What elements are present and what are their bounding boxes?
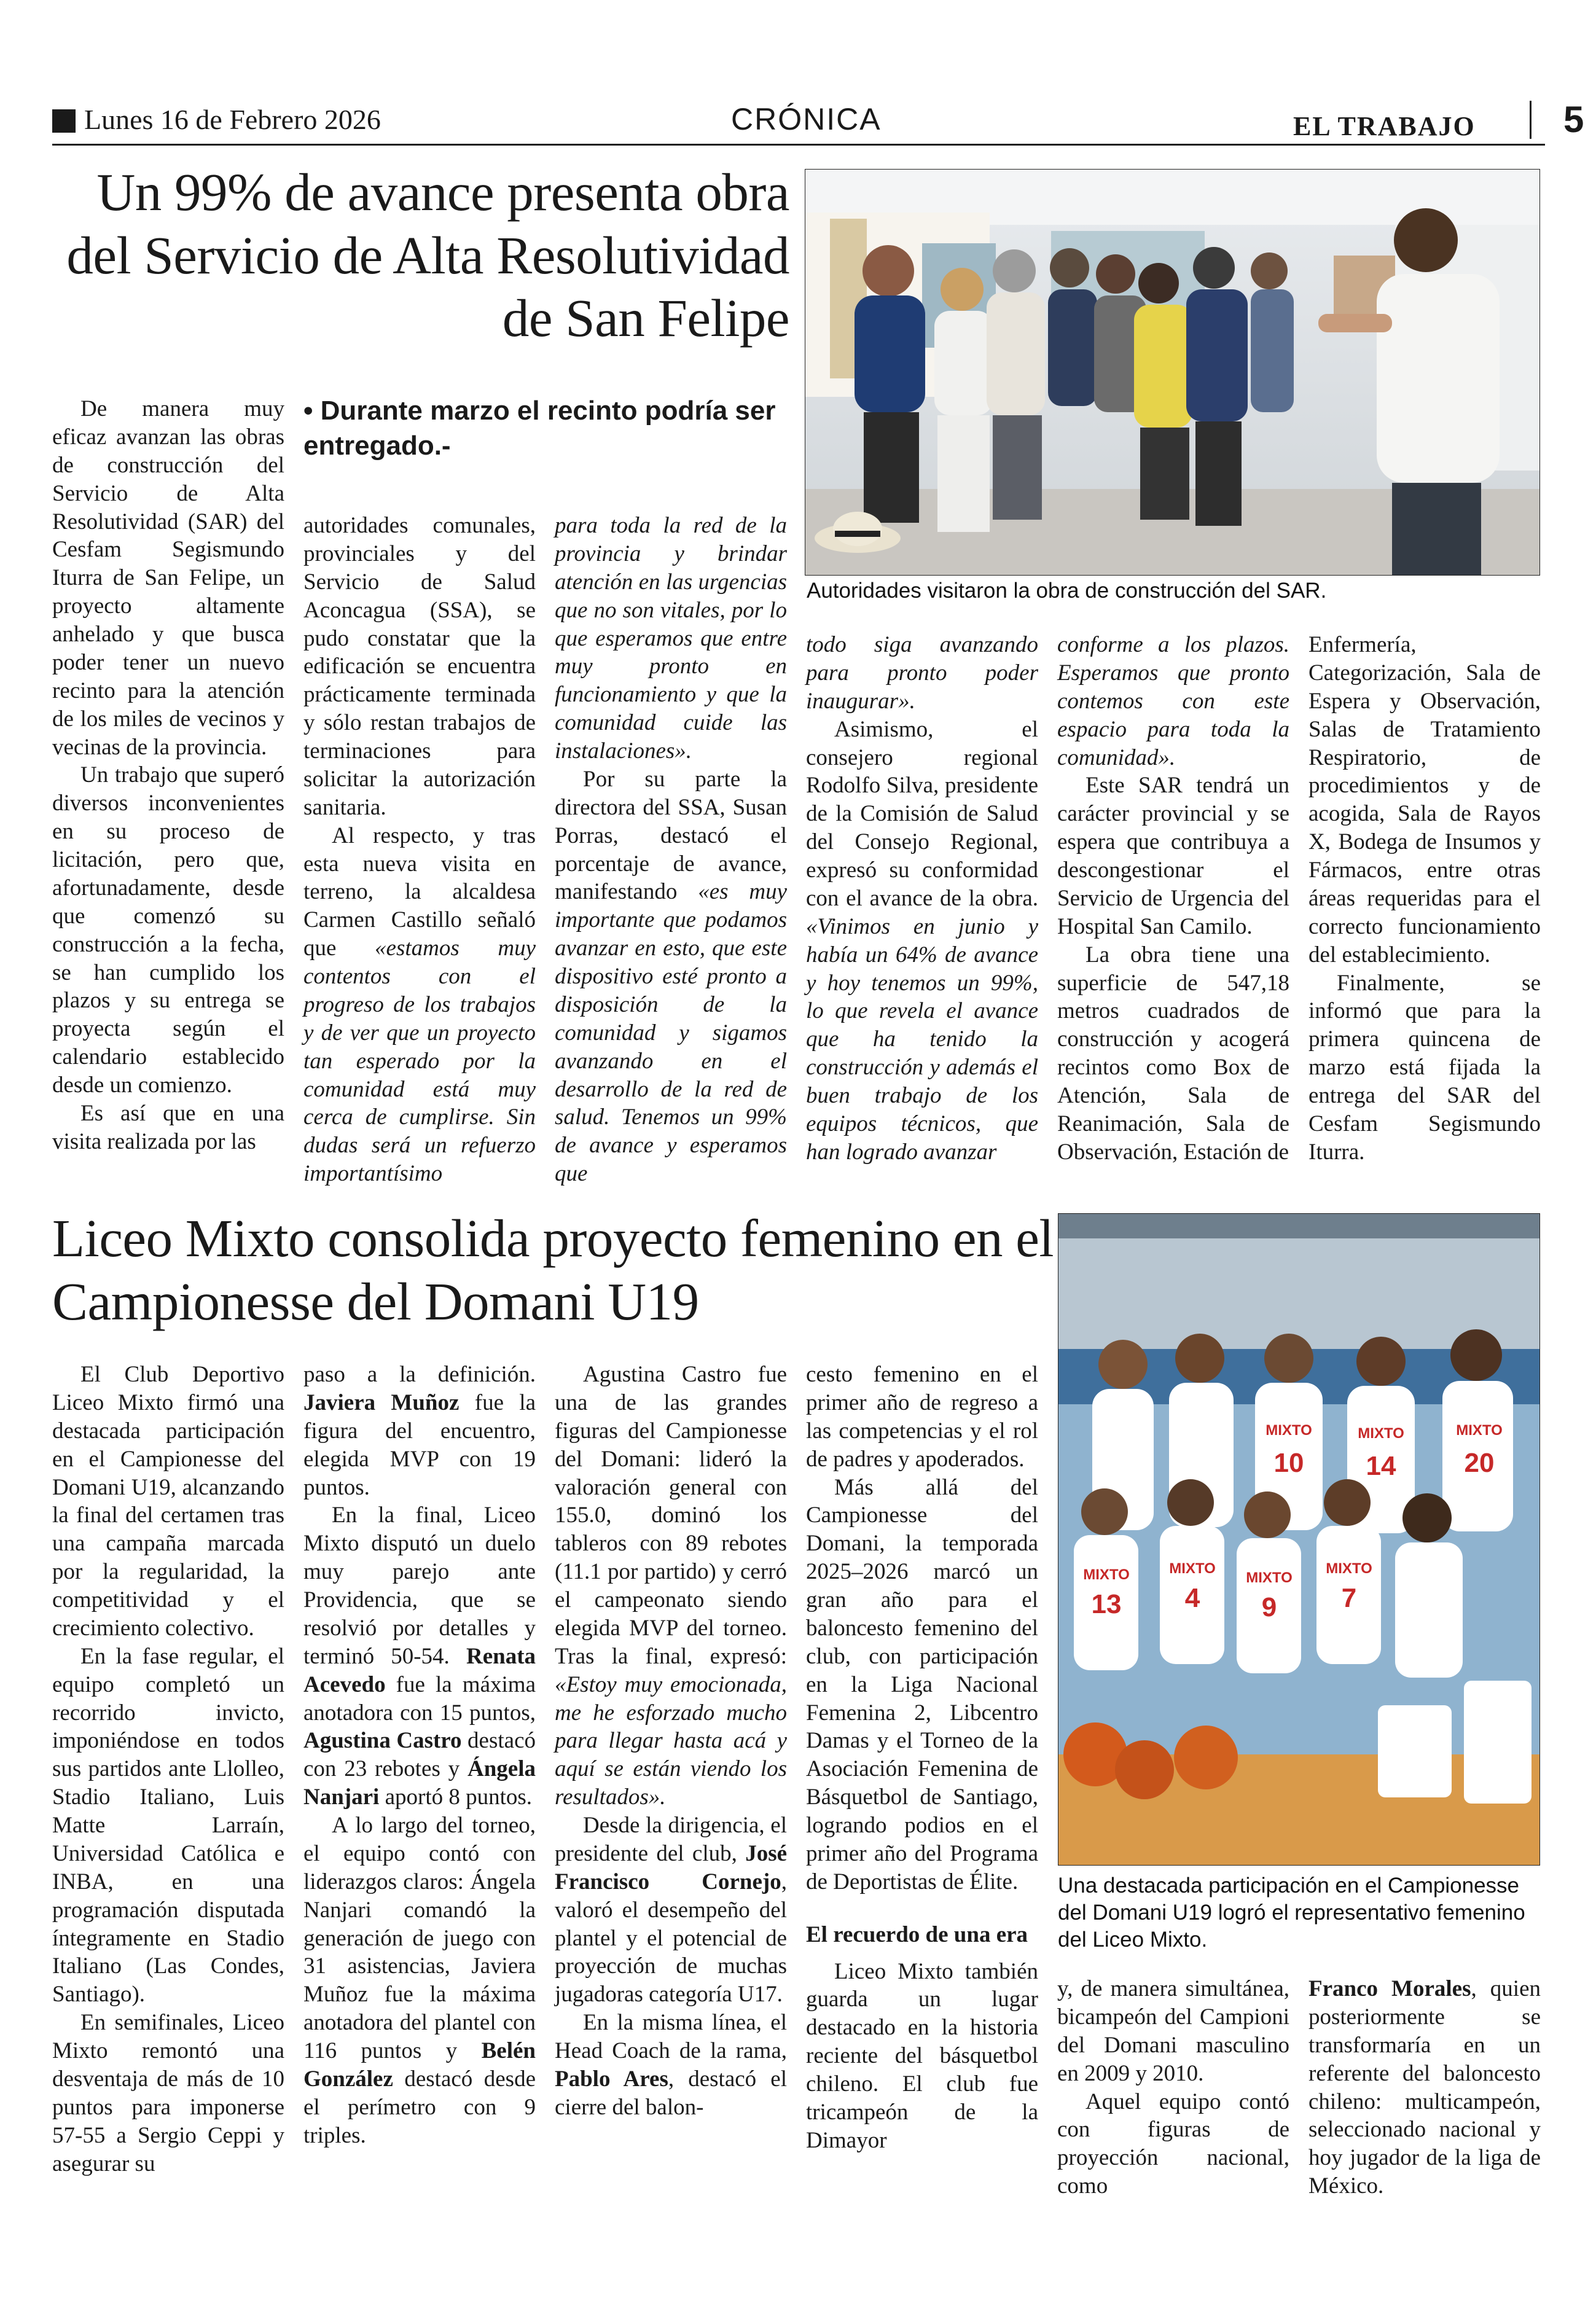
quote: conforme a los plazos. Esperamos que pronto contemos con este espacio para toda la comunidad». bbox=[1057, 632, 1289, 770]
article1-headline: Un 99% de avance presenta obra del Servicio de Alta Resolutividad de San Felipe bbox=[66, 162, 789, 348]
paragraph-text: Por su parte la directora del SSA, Susan Porras, destacó el porcentaje de avance, manifestando bbox=[555, 766, 787, 905]
jersey-text: MIXTO bbox=[1358, 1425, 1404, 1442]
jersey-text: MIXTO bbox=[1265, 1422, 1312, 1439]
jersey-number: 9 bbox=[1261, 1592, 1277, 1622]
article1-column-3 bbox=[555, 512, 787, 1188]
jersey-number: 4 bbox=[1184, 1583, 1200, 1613]
jersey-number: 14 bbox=[1366, 1451, 1396, 1481]
paragraph-text: fue la máxima anotadora con 15 puntos, bbox=[303, 1671, 536, 1726]
paragraph: En la fase regular, el equipo completó un recorrido invicto, imponiéndose en todos sus partidos ante Llolleo, Stadio Italiano, Luis Matte Larraín, Universidad Católica e INBA, en una programación disputada íntegramente en Stadio Italiano (Las Condes, Santiago). bbox=[52, 1643, 284, 2007]
article2-column-3 bbox=[555, 1361, 787, 2122]
jersey-number: 10 bbox=[1273, 1448, 1304, 1478]
paragraph: Enfermería, Categorización, Sala de Espera y Observación, Salas de Tratamiento Respiratorio, de procedimientos y de acogida, Sala de Rayos X, Bodega de Insumos y Fármacos, entre otras áreas requeridas para el correcto funcionamiento del establecimiento. bbox=[1308, 632, 1541, 968]
paragraph-text: , destacó el cierre del balon- bbox=[555, 2066, 787, 2120]
paragraph: Un trabajo que superó diversos inconvenientes en su proceso de licitación, pero que, afortunadamente, desde que comenzó su construcción a la fecha, se han cumplido los plazos y su entrega se proyecta según el calendario establecido desde un comienzo. bbox=[52, 762, 284, 1098]
article2-column-5 bbox=[1057, 1975, 1289, 2200]
paragraph: Aquel equipo contó con figuras de proyección nacional, como bbox=[1057, 2089, 1289, 2199]
paragraph-text: A lo largo del torneo, el equipo contó con liderazgos claros: Ángela Nanjari comandó la generación de juego con 31 asistencias, Javiera Muñoz fue la máxima anotadora del plantel con 116 puntos y bbox=[303, 1813, 536, 2063]
paragraph bbox=[555, 1361, 787, 1812]
issue-date: Lunes 16 de Febrero 2026 bbox=[84, 104, 381, 135]
paragraph: Es así que en una visita realizada por las bbox=[52, 1100, 284, 1154]
paragraph-text: Agustina Castro fue una de las grandes figuras del Campionesse del Domani: lideró la valoración general con 155.0, dominó los tableros con 89 rebotes (11.1 por partido) y cerró el campeonato siendo elegida MVP del torneo. Tras la final, expresó: bbox=[555, 1362, 787, 1669]
article2-photo bbox=[1058, 1213, 1540, 1866]
article1-column-1 bbox=[52, 395, 284, 1156]
page-header bbox=[52, 92, 1584, 144]
quote: «Estoy muy emocionada, me he esforzado mucho para llegar hasta acá y aquí se están viendo los resultados». bbox=[555, 1671, 787, 1810]
header-rule bbox=[52, 144, 1545, 146]
paragraph: cesto femenino en el primer año de regreso a las competencias y el rol de padres y apoderados. bbox=[806, 1362, 1038, 1472]
article2-column-6 bbox=[1308, 1975, 1541, 2200]
paragraph-text: Al respecto, y tras esta nueva visita en terreno, la alcaldesa Carmen Castillo señaló que bbox=[303, 823, 536, 961]
paragraph-text: aportó 8 puntos. bbox=[385, 1784, 533, 1810]
quote: «Vinimos en junio y había un 64% de avance y hoy tenemos un 99%, lo que revela el avance que ha tenido la construcción y además el buen trabajo de los equipos técnicos, que han logrado avanzar bbox=[806, 913, 1038, 1165]
person-name: Renata Acevedo bbox=[303, 1643, 536, 1697]
person-name: Pablo Ares bbox=[555, 2066, 668, 2092]
paragraph: De manera muy eficaz avanzan las obras de construcción del Servicio de Alta Resolutividad (SAR) del Cesfam Segismundo Iturra de San Felipe, un proyecto altamente anhelado y que busca poder tener un nuevo recinto para la atención de los miles de vecinos y vecinas de la provincia. bbox=[52, 396, 284, 760]
page-number: 5 bbox=[1563, 99, 1584, 140]
paragraph bbox=[303, 822, 536, 1188]
jersey-text: MIXTO bbox=[1083, 1566, 1130, 1583]
paragraph: En semifinales, Liceo Mixto remontó una desventaja de más de 10 puntos para imponerse 57-55 a Sergio Ceppi y asegurar su bbox=[52, 2010, 284, 2176]
article2-photo-caption: Una destacada participación en el Campionesse del Domani U19 logró el representativo femenino del Liceo Mixto. bbox=[1058, 1874, 1525, 1952]
person-name: Javiera Muñoz bbox=[303, 1390, 460, 1415]
subheading: El recuerdo de una era bbox=[806, 1921, 1028, 1947]
paragraph: El Club Deportivo Liceo Mixto firmó una destacada participación en el Campionesse del Domani U19, alcanzando la final del certamen tras una campaña marcada por la regularidad, la competitividad y el crecimiento colectivo. bbox=[52, 1362, 284, 1641]
person-name: Franco Morales bbox=[1308, 1976, 1471, 2001]
article1-column-4 bbox=[806, 631, 1038, 1167]
jersey-text: MIXTO bbox=[1456, 1422, 1503, 1439]
header-separator bbox=[1530, 101, 1531, 139]
jersey-text: MIXTO bbox=[1246, 1570, 1293, 1586]
article1-column-5 bbox=[1057, 631, 1289, 1167]
article1-column-2 bbox=[303, 512, 536, 1188]
newspaper-name: EL TRABAJO bbox=[1293, 111, 1476, 141]
paragraph: Finalmente, se informó que para la primera quincena de marzo está fijada la entrega del SAR del Cesfam Segismundo Iturra. bbox=[1308, 970, 1541, 1165]
paragraph: Liceo Mixto también guarda un lugar destacado en la historia reciente del básquetbol chileno. El club fue tricampeón de la Dimayor bbox=[806, 1958, 1038, 2153]
paragraph bbox=[555, 765, 787, 1188]
quote: para toda la red de la provincia y brindar atención en las urgencias que no son vitales, por lo que esperamos que entre muy pronto en funcionamiento y que la comunidad cuide las instalaciones». bbox=[555, 513, 787, 764]
paragraph-text: paso a la definición. bbox=[303, 1362, 536, 1387]
paragraph-text: fue la figura del encuentro, elegida MVP con 19 puntos. bbox=[303, 1390, 536, 1500]
paragraph bbox=[555, 1812, 787, 2009]
paragraph-text: destacó desde el perímetro con 9 triples. bbox=[303, 2066, 536, 2148]
jersey-text: MIXTO bbox=[1326, 1560, 1372, 1577]
person-name: Agustina Castro bbox=[303, 1728, 462, 1754]
article2-column-1 bbox=[52, 1361, 284, 2178]
article1-kicker: • Durante marzo el recinto podría ser entregado.- bbox=[303, 396, 776, 461]
person-name: Ángela Nanjari bbox=[303, 1756, 536, 1810]
section-name: CRÓNICA bbox=[731, 102, 882, 136]
paragraph: Más allá del Campionesse del Domani, la temporada 2025–2026 marcó un gran año para el baloncesto femenino del club, con participación en la Liga Nacional Femenina 2, Libcentro Damas y el Torneo de la Asociación Femenina de Básquetbol de Santiago, logrando podios en el primer año del Programa de Deportistas de Élite. bbox=[806, 1474, 1038, 1894]
paragraph bbox=[806, 716, 1038, 1167]
paragraph: autoridades comunales, provinciales y del Servicio de Salud Aconcagua (SSA), se pudo constatar que la edificación se encuentra prácticamente terminada y sólo restan trabajos de terminaciones para solicitar la autorización sanitaria. bbox=[303, 513, 536, 820]
article2-headline: Liceo Mixto consolida proyecto femenino en el Campionesse del Domani U19 bbox=[52, 1208, 1054, 1331]
jersey-number: 13 bbox=[1091, 1589, 1122, 1619]
paragraph-text: Desde la dirigencia, el presidente del club, bbox=[555, 1813, 787, 1866]
header-bullet-square bbox=[52, 109, 76, 133]
paragraph: Este SAR tendrá un carácter provincial y se espera que contribuya a descongestionar el Servicio de Urgencia del Hospital San Camilo. bbox=[1057, 773, 1289, 939]
paragraph: La obra tiene una superficie de 547,18 metros cuadrados de construcción y acogerá recintos como Box de Atención, Sala de Reanimación, Sala de Observación, Estación de bbox=[1057, 942, 1289, 1165]
paragraph bbox=[303, 1501, 536, 1812]
quote: todo siga avanzando para pronto poder inaugurar». bbox=[806, 632, 1038, 714]
jersey-text: MIXTO bbox=[1169, 1560, 1216, 1577]
paragraph: y, de manera simultánea, bicampeón del Campioni del Domani masculino en 2009 y 2010. bbox=[1057, 1976, 1289, 2086]
paragraph-text: En la final, Liceo Mixto disputó un duelo muy parejo ante Providencia, que se resolvió por detalles y terminó 50-54. bbox=[303, 1503, 536, 1669]
quote: «estamos muy contentos con el progreso de los trabajos y de ver que un proyecto tan esperado por la comunidad está muy cerca de cumplirse. Sin dudas será un refuerzo importantísimo bbox=[303, 936, 536, 1187]
authorities-group-image bbox=[805, 170, 1539, 575]
paragraph bbox=[555, 2009, 787, 2122]
paragraph-text: destacó con 23 rebotes y bbox=[303, 1728, 536, 1782]
paragraph-text: , quien posteriormente se transformaría en un referente del baloncesto chileno: multicampeón, seleccionado nacional y hoy jugador de la liga de México. bbox=[1308, 1976, 1541, 2199]
paragraph-text: En la misma línea, el Head Coach de la rama, bbox=[555, 2010, 787, 2063]
article1-photo-caption: Autoridades visitaron la obra de construcción del SAR. bbox=[807, 579, 1327, 603]
person-name: Belén González bbox=[303, 2038, 536, 2092]
article2-column-2 bbox=[303, 1361, 536, 2150]
paragraph-text: Asimismo, el consejero regional Rodolfo Silva, presidente de la Comisión de Salud del Consejo Regional, expresó su conformidad con el avance de la obra. bbox=[806, 716, 1038, 911]
paragraph-text: , valoró el desempeño del plantel y el potencial de proyección de muchas jugadoras categoría U17. bbox=[555, 1869, 787, 2007]
basketball-team-image bbox=[1058, 1214, 1539, 1865]
jersey-number: 20 bbox=[1464, 1448, 1495, 1478]
paragraph bbox=[1308, 1975, 1541, 2200]
quote: «es muy importante que podamos avanzar en esto, que este dispositivo esté pronto a disposición de la comunidad y sigamos avanzando en el desarrollo de la red de salud. Tenemos un 99% de avance y esperamos que bbox=[555, 879, 788, 1187]
article2-column-4 bbox=[806, 1361, 1038, 2155]
article1-column-6 bbox=[1308, 631, 1541, 1167]
person-name: José Francisco Cornejo bbox=[555, 1840, 788, 1894]
jersey-number: 7 bbox=[1341, 1583, 1357, 1613]
paragraph bbox=[303, 1361, 536, 1501]
paragraph bbox=[303, 1812, 536, 2150]
article1-photo bbox=[805, 169, 1540, 576]
